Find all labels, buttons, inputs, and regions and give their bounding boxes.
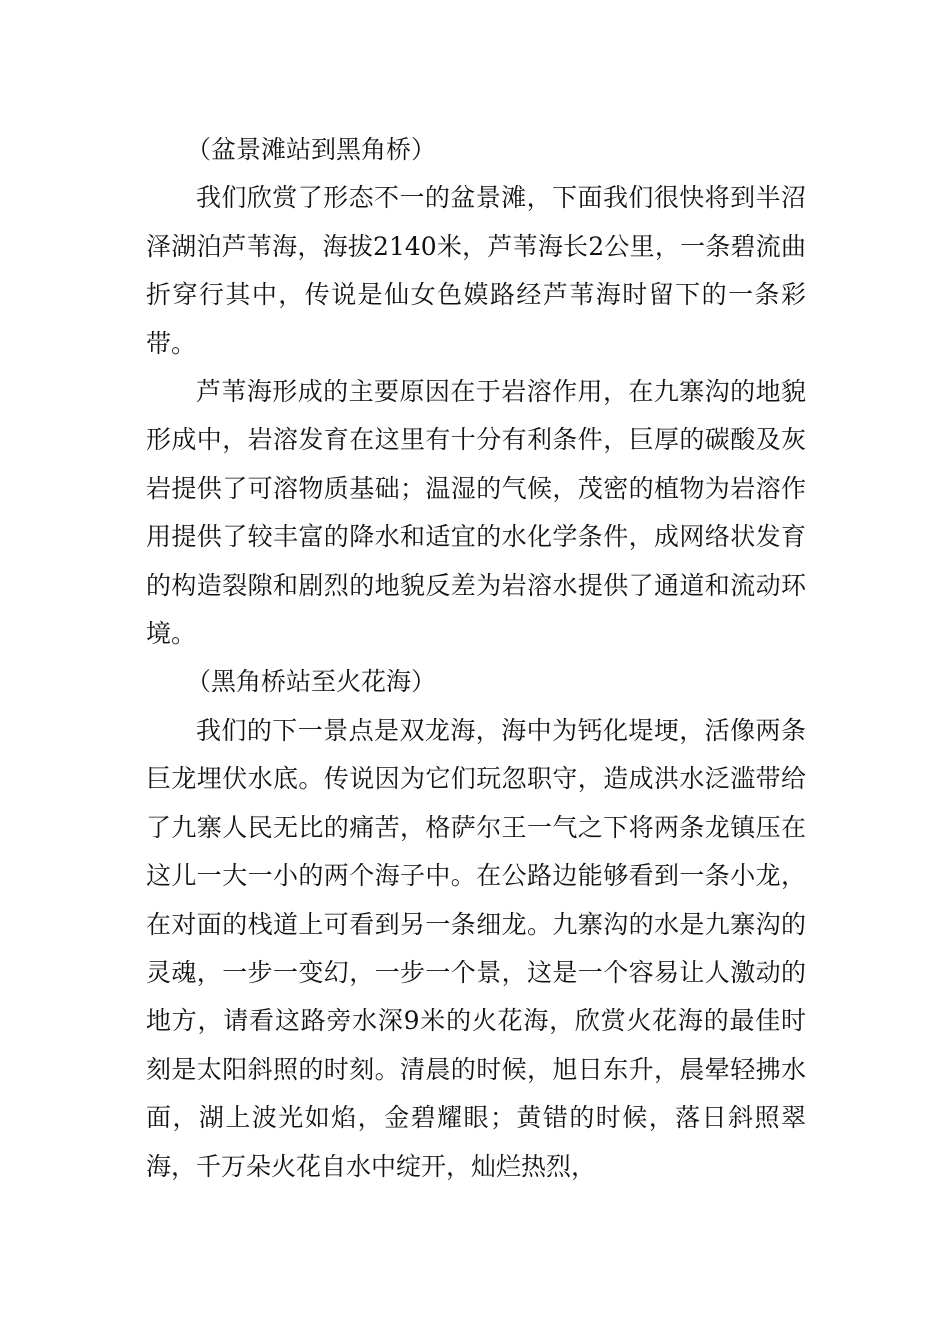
- body-paragraph: 我们的下一景点是双龙海，海中为钙化堤埂，活像两条巨龙埋伏水底。传说因为它们玩忽职守，造成洪水泛滥带给了九寨人民无比的痛苦，格萨尔王一气之下将两条龙镇压在这儿一大一小的两个海子中。在公路边能够看到一条小龙，在对面的栈道上可看到另一条细龙。九寨沟的水是九寨沟的灵魂，一步一变幻，一步一个景，这是一个容易让人激动的地方，请看这路旁水深9米的火花海，欣赏火花海的最佳时刻是太阳斜照的时刻。清晨的时候，旭日东升，晨晕轻拂水面，湖上波光如焰，金碧耀眼；黄错的时候，落日斜照翠海，千万朵火花自水中绽开，灿烂热烈，: [146, 715, 806, 1181]
- body-paragraph: 芦苇海形成的主要原因在于岩溶作用，在九寨沟的地貌形成中，岩溶发育在这里有十分有利条件，巨厚的碳酸及灰岩提供了可溶物质基础；温湿的气候，茂密的植物为岩溶作用提供了较丰富的降水和适宜的水化学条件，成网络状发育的构造裂隙和剧烈的地貌反差为岩溶水提供了通道和流动环境。: [146, 377, 806, 649]
- section-heading: （黑角桥站至火花海）: [186, 667, 437, 697]
- body-paragraph: 我们欣赏了形态不一的盆景滩，下面我们很快将到半沼泽湖泊芦苇海，海拔2140米，芦苇海长2公里，一条碧流曲折穿行其中，传说是仙女色嫫路经芦苇海时留下的一条彩带。: [146, 183, 806, 358]
- document-page: [146, 126, 806, 1191]
- section-heading: （盆景滩站到黑角桥）: [186, 135, 437, 164]
